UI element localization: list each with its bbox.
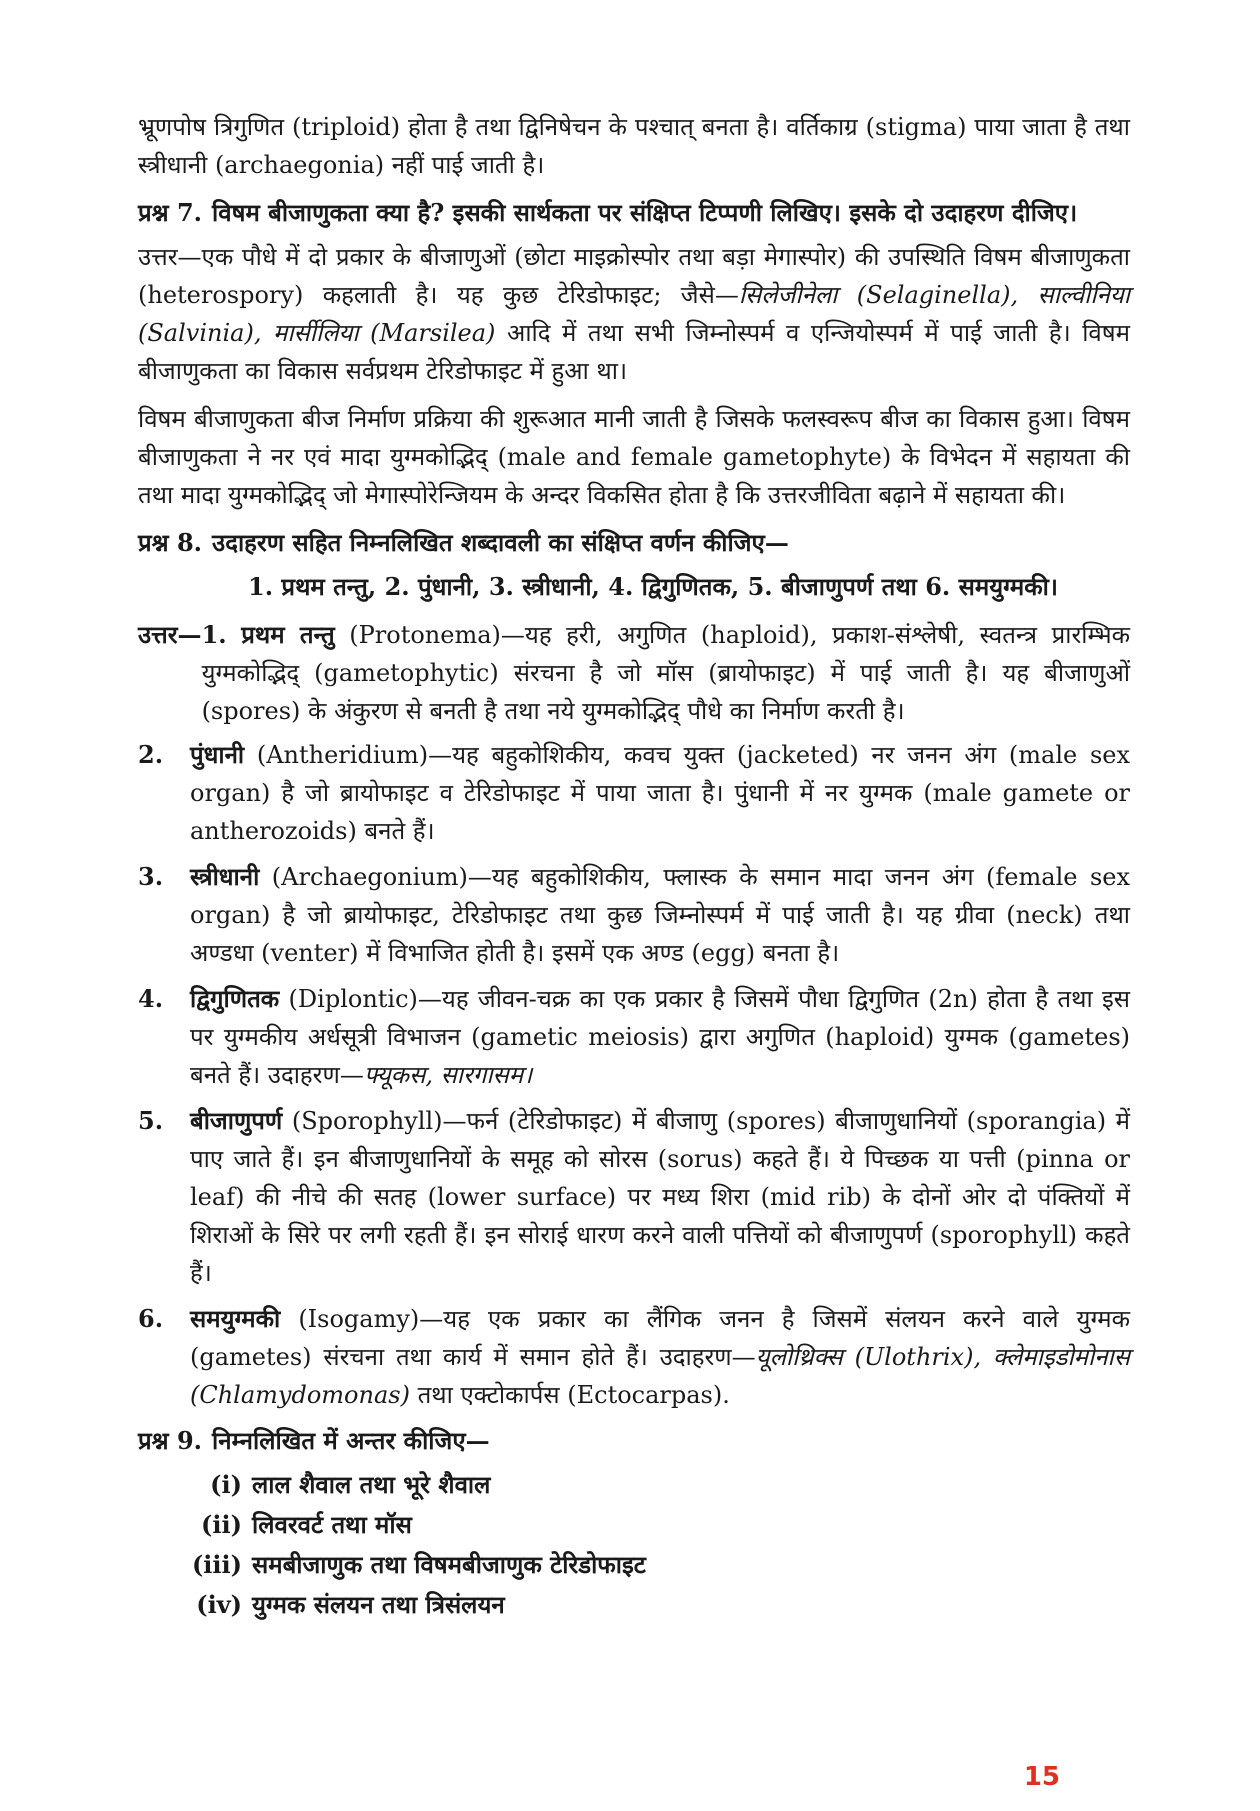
- question-8-text: उदाहरण सहित निम्नलिखित शब्दावली का संक्षिप्त वर्णन कीजिए—: [212, 528, 789, 557]
- list-item: [186, 1586, 1130, 1624]
- list-item: [186, 1466, 1130, 1504]
- page-number: 15: [1023, 1762, 1060, 1792]
- item-text: (Sporophyll)—फर्न (टेरिडोफाइट) में बीजाणु (spores) बीजाणुधानियों (sporangia) में पाए जाते हैं। इन बीजाणुधानियों के समूह को सोरस (sorus) कहते हैं। ये पिच्छक या पत्ती (pinna or leaf) की नीचे की सतह (lower surface) पर मध्य शिरा (mid rib) के दोनों ओर दो पंक्तियों में शिराओं के सिरे पर लगी रहती हैं। इन सोराई धारण करने वाली पत्तियों को बीजाणुपर्ण (sporophyll) कहते हैं।: [190, 1107, 1130, 1287]
- list-item-number: (ii): [201, 1510, 242, 1539]
- item-example: फ्यूकस, सारगासम।: [363, 1061, 533, 1089]
- question-8-terms: 1. प्रथम तन्तु, 2. पुंधानी, 3. स्त्रीधानी, 4. द्विगुणितक, 5. बीजाणुपर्ण तथा 6. समयुग्मकी।: [248, 572, 1058, 601]
- item-number: 1.: [201, 620, 227, 649]
- page-content: [138, 108, 1130, 1626]
- item-example: यूलोथ्रिक्स (Ulothrix), क्लेमाइडोमोनास (Chlamydomonas): [190, 1343, 1130, 1409]
- item-tail: तथा एक्टोकार्पस (Ectocarpas).: [409, 1381, 730, 1409]
- question-9-text: निम्नलिखित में अन्तर कीजिए—: [212, 1426, 490, 1455]
- item-body: [190, 980, 1130, 1094]
- answer-7-examples: सिलेजीनेला (Selaginella), साल्वीनिया (Salvinia), मार्सीलिया (Marsilea): [138, 281, 1130, 347]
- answer-8-item-1: [138, 616, 1130, 730]
- question-9-label: प्रश्न 9.: [138, 1426, 203, 1455]
- question-7-text: विषम बीजाणुकता क्या है? इसकी सार्थकता पर संक्षिप्त टिप्पणी लिखिए। इसके दो उदाहरण दीजिए।: [212, 198, 1078, 227]
- item-term: समयुग्मकी: [190, 1304, 281, 1333]
- answer-7-paragraph-1: [138, 238, 1130, 390]
- list-item-number: (iii): [191, 1550, 242, 1579]
- list-item-text: लिवरवर्ट तथा मॉस: [252, 1510, 412, 1539]
- answer-8-item-4: [138, 980, 1130, 1094]
- item-text: (Archaegonium)—यह बहुकोशिकीय, फ्लास्क के समान मादा जनन अंग (female sex organ) है जो ब्रायोफाइट, टेरिडोफाइट तथा कुछ जिम्नोस्पर्म में पाई जाती है। यह ग्रीवा (neck) तथा अण्डधा (venter) में विभाजित होती है। इसमें एक अण्ड (egg) बनता है।: [190, 863, 1130, 967]
- item-body: [190, 858, 1130, 972]
- answer-8-item-2: [138, 736, 1130, 850]
- list-item-text: लाल शैवाल तथा भूरे शैवाल: [252, 1470, 491, 1499]
- answer-7-text-b: आदि में तथा सभी जिम्नोस्पर्म व एन्जियोस्पर्म में पाई जाती है। विषम बीजाणुकता का विकास सर्वप्रथम टेरिडोफाइट में हुआ था।: [138, 319, 1130, 385]
- item-text: (Antheridium)—यह बहुकोशिकीय, कवच युक्त (jacketed) नर जनन अंग (male sex organ) है जो ब्रायोफाइट व टेरिडोफाइट में पाया जाता है। पुंधानी में नर युग्मक (male gamete or antherozoids) बनते हैं।: [190, 741, 1130, 845]
- question-9: [138, 1422, 1130, 1460]
- question-7-label: प्रश्न 7.: [138, 198, 203, 227]
- item-body: [190, 1300, 1130, 1414]
- answer-8-item-1-body: [202, 616, 1130, 730]
- answer-8-item-6: [138, 1300, 1130, 1414]
- item-number: 2.: [138, 740, 164, 769]
- item-term: पुंधानी: [190, 740, 245, 769]
- item-term: प्रथम तन्तु: [241, 620, 335, 649]
- answer-7-text-a: उत्तर—एक पौधे में दो प्रकार के बीजाणुओं (छोटा माइक्रोस्पोर तथा बड़ा मेगास्पोर) की उपस्थिति विषम बीजाणुकता (heterospory) कहलाती है। यह कुछ टेरिडोफाइट; जैसे—: [138, 243, 1130, 309]
- item-term: द्विगुणितक: [190, 984, 280, 1013]
- item-body: [190, 736, 1130, 850]
- item-number: 5.: [138, 1106, 164, 1135]
- answer-8-item-3: [138, 858, 1130, 972]
- question-9-list: [186, 1466, 1130, 1624]
- intro-paragraph: भ्रूणपोष त्रिगुणित (triploid) होता है तथा द्विनिषेचन के पश्चात् बनता है। वर्तिकाग्र (stigma) पाया जाता है तथा स्त्रीधानी (archaegonia) नहीं पाई जाती है।: [138, 113, 1130, 179]
- item-number: 6.: [138, 1304, 164, 1333]
- item-body: [190, 1102, 1130, 1292]
- item-term: बीजाणुपर्ण: [190, 1106, 283, 1135]
- list-item-text: समबीजाणुक तथा विषमबीजाणुक टेरिडोफाइट: [252, 1550, 646, 1579]
- question-8: [138, 524, 1130, 562]
- item-number: 4.: [138, 984, 164, 1013]
- list-item: [186, 1506, 1130, 1544]
- item-number: 3.: [138, 862, 164, 891]
- item-text: (Diplontic)—यह जीवन-चक्र का एक प्रकार है जिसमें पौधा द्विगुणित (2n) होता है तथा इस पर युग्मकीय अर्धसूत्री विभाजन (gametic meiosis) द्वारा अगुणित (haploid) युग्मक (gametes) बनते हैं। उदाहरण—: [190, 985, 1130, 1089]
- item-text: (Isogamy)—यह एक प्रकार का लैंगिक जनन है जिसमें संलयन करने वाले युग्मक (gametes) संरचना तथा कार्य में समान होते हैं। उदाहरण—: [190, 1305, 1130, 1371]
- answer-8-label: उत्तर—: [138, 620, 202, 649]
- list-item: [186, 1546, 1130, 1584]
- answer-7-paragraph-2: विषम बीजाणुकता बीज निर्माण प्रक्रिया की शुरूआत मानी जाती है जिसके फलस्वरूप बीज का विकास हुआ। विषम बीजाणुकता ने नर एवं मादा युग्मकोद्भिद् (male and female gametophyte) के विभेदन में सहायता की तथा मादा युग्मकोद्भिद् जो मेगास्पोरेन्जियम के अन्दर विकसित होता है कि उत्तरजीविता बढ़ाने में सहायता की।: [138, 405, 1130, 509]
- question-8-label: प्रश्न 8.: [138, 528, 203, 557]
- list-item-text: युग्मक संलयन तथा त्रिसंलयन: [252, 1590, 505, 1619]
- list-item-number: (i): [210, 1470, 242, 1499]
- list-item-number: (iv): [196, 1590, 242, 1619]
- question-7: [138, 194, 1130, 232]
- item-text: (Protonema)—यह हरी, अगुणित (haploid), प्रकाश-संश्लेषी, स्वतन्त्र प्रारम्भिक युग्मकोद्भिद् (gametophytic) संरचना है जो मॉस (ब्रायोफाइट) में पाई जाती है। यह बीजाणुओं (spores) के अंकुरण से बनती है तथा नये युग्मकोद्भिद् पौधे का निर्माण करती है।: [201, 621, 1130, 725]
- item-term: स्त्रीधानी: [190, 862, 260, 891]
- answer-8-item-5: [138, 1102, 1130, 1292]
